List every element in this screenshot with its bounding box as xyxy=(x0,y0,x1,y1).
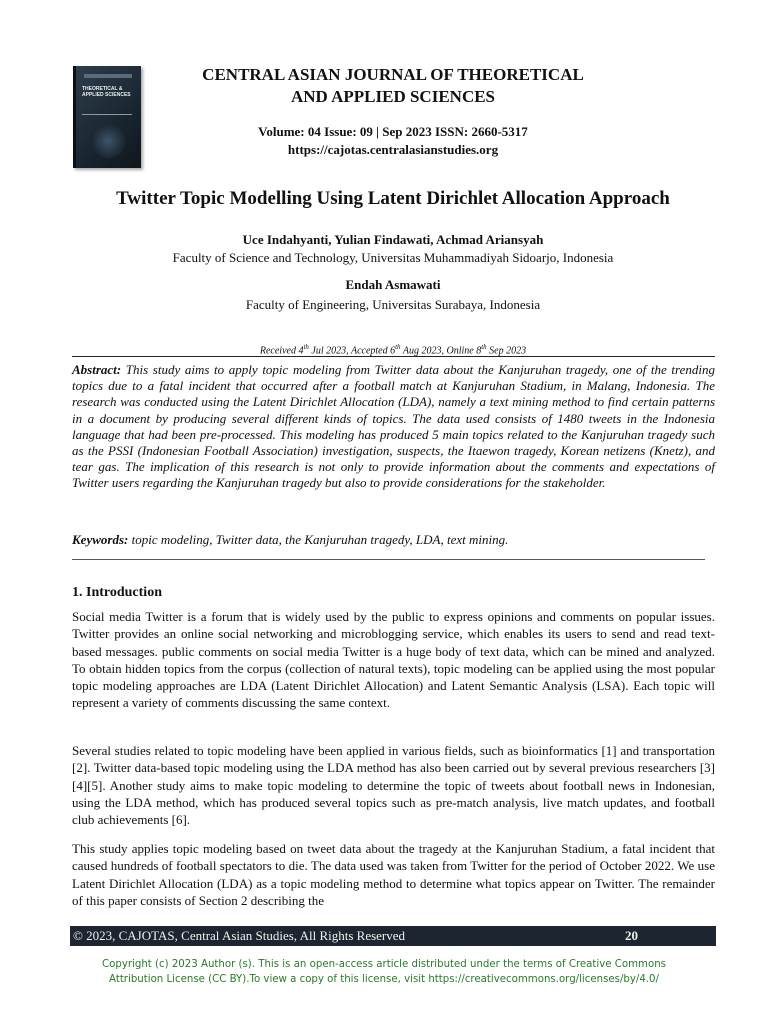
abstract xyxy=(72,362,715,492)
license-line1: Copyright (c) 2023 Author (s). This is an open-access article distributed under the terms of Creative Commons xyxy=(102,959,666,970)
authors-secondary: Endah Asmawati xyxy=(345,277,441,292)
keywords-label: Keywords: xyxy=(72,532,129,547)
journal-title-line2: AND APPLIED SCIENCES xyxy=(290,87,496,106)
affiliation-secondary: Faculty of Engineering, Universitas Surabaya, Indonesia xyxy=(245,297,541,312)
intro-paragraph-2: Several studies related to topic modeling have been applied in various fields, such as bioinformatics [1] and transportation [2]. Twitter data-based topic modeling using the LDA method has also been carried out by several previous researchers [3][4][5]. Another study aims to make topic modeling to determine the topic of tweets about football news in Indonesian, using the LDA method, which has produced several topics such as pre-match analysis, live match updates, and football club achievements [6]. xyxy=(72,743,715,828)
cover-title-text: THEORETICAL & APPLIED SCIENCES xyxy=(82,86,131,98)
intro-paragraph-3: This study applies topic modeling based on tweet data about the tragedy at the Kanjuruhan Stadium, a fatal incident that caused hundreds of football spectators to die. The data used was taken from Twitter for the period of October 2022. We use Latent Dirichlet Allocation (LDA) as a topic modeling method to determine what topics appear on Twitter. The remainder of this paper consists of Section 2 describing the xyxy=(72,841,715,908)
keywords xyxy=(72,532,715,548)
journal-url[interactable]: https://cajotas.centralasianstudies.org xyxy=(287,142,499,157)
section-heading-introduction: 1. Introduction xyxy=(72,585,162,600)
authors-primary: Uce Indahyanti, Yulian Findawati, Achmad Ariansyah xyxy=(242,232,544,247)
license-notice xyxy=(0,957,768,987)
keywords-text: topic modeling, Twitter data, the Kanjuruhan tragedy, LDA, text mining. xyxy=(128,532,509,547)
volume-info: Volume: 04 Issue: 09 | Sep 2023 ISSN: 2660-5317 xyxy=(258,124,528,139)
cover-top-band xyxy=(84,74,132,78)
abstract-label: Abstract: xyxy=(72,362,122,377)
abstract-text: This study aims to apply topic modeling from Twitter data about the Kanjuruhan tragedy, one of the trending topics due to a fatal incident that occurred after a football match at Kanjuruhan Stadium, in Malang, Indonesia. The research was conducted using the Latent Dirichlet Allocation (LDA), namely a text mining method to find certain patterns in a document by producing several different kinds of topics. The data used consists of 1480 tweets in the Indonesia language that had been pre-processed. This modeling has produced 5 main topics related to the Kanjuruhan tragedy such as the PSSI (Indonesian Football Association) investigation, suspects, the Itaewon tragedy, Korean netizens (Knetz), and tear gas. The implication of this research is not only to provide information about the comments and expectations of Twitter users regarding the Kanjuruhan tragedy but also to provide considerations for the stakeholder. xyxy=(72,362,715,491)
footer-copyright: © 2023, CAJOTAS, Central Asian Studies, All Rights Reserved xyxy=(73,928,406,943)
cover-divider xyxy=(82,114,132,115)
affiliation-primary: Faculty of Science and Technology, Universitas Muhammadiyah Sidoarjo, Indonesia xyxy=(172,250,614,265)
journal-title-line1: CENTRAL ASIAN JOURNAL OF THEORETICAL xyxy=(202,65,584,84)
intro-paragraph-1: Social media Twitter is a forum that is widely used by the public to express opinions and comments on popular issues. Twitter provides an online social networking and microblogging service, which enables its users to send and read text-based messages. public comments on social media Twitter is a huge body of text data, which can be mined and analyzed. To obtain hidden topics from the corpus (collection of natural texts), topic modeling can be applied using the most popular topic modeling approaches are LDA (Latent Dirichlet Allocation) and Latent Semantic Analysis (LSA). Each topic will represent a variety of comments discussing the same context. xyxy=(72,609,715,711)
page-number: 20 xyxy=(625,928,638,943)
received-dates: Received 4th Jul 2023, Accepted 6th Aug 2023, Online 8th Sep 2023 xyxy=(259,343,527,357)
journal-title xyxy=(150,64,636,108)
journal-cover-image xyxy=(73,66,141,168)
paper-title: Twitter Topic Modelling Using Latent Dirichlet Allocation Approach xyxy=(116,188,670,209)
keywords-divider xyxy=(72,559,705,560)
cover-graphic xyxy=(90,124,126,158)
license-line2[interactable]: Attribution License (CC BY).To view a copy of this license, visit https://creativecommons.org/licenses/by/4.0/ xyxy=(109,974,659,985)
footer-bar xyxy=(70,926,716,946)
header-rule xyxy=(72,356,715,357)
